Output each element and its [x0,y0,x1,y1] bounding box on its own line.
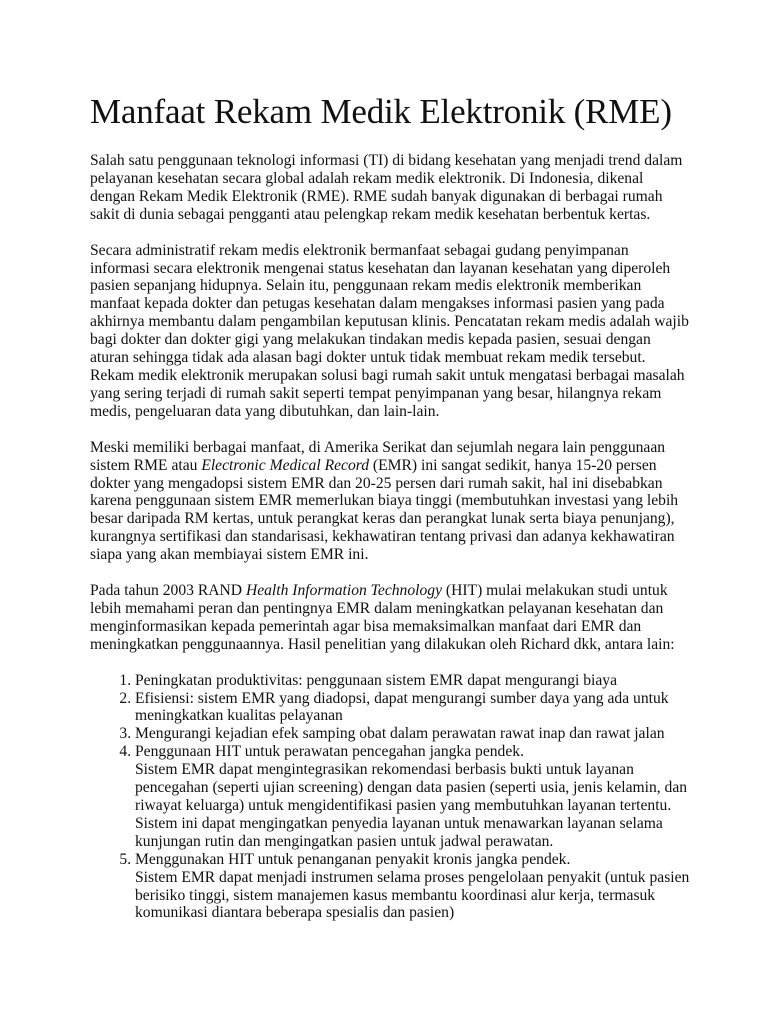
list-item-text: Peningkatan produktivitas: penggunaan sistem EMR dapat mengurangi biaya [135,671,618,689]
list-item [135,672,690,690]
list-item [135,690,690,726]
paragraph-emr-adoption-text-2: (EMR) ini sangat sedikit, hanya 15-20 persen dokter yang mengadopsi sistem EMR dan 20-25 persen dari rumah sakit, hal ini disebabkan karena penggunaan sistem EMR memerlukan biaya tinggi (membutuhkan investasi yang lebih besar daripada RM kertas, untuk perangkat keras dan perangkat lunak serta biaya penunjang), kurangnya sertifikasi dan standarisasi, kekhawatiran tentang privasi dan adanya kekhawatiran siapa yang akan membiayai sistem EMR ini. [90,456,679,564]
paragraph-emr-adoption-italic: Electronic Medical Record [201,456,370,474]
paragraph-intro: Salah satu penggunaan teknologi informasi (TI) di bidang kesehatan yang menjadi trend dalam pelayanan kesehatan secara global adalah rekam medik elektronik. Di Indonesia, dikenal dengan Rekam Medik Elektronik (RME). RME sudah banyak digunakan di berbagai rumah sakit di dunia sebagai pengganti atau pelengkap rekam medik kesehatan berbentuk kertas. [90,152,683,223]
list-item-text: Menggunakan HIT untuk penanganan penyakit kronis jangka pendek. [135,850,571,868]
list-item-text: Mengurangi kejadian efek samping obat dalam perawatan rawat inap dan rawat jalan [135,725,665,743]
paragraph-rand-study-italic: Health Information Technology [245,582,443,600]
list-item-text: Penggunaan HIT untuk perawatan pencegahan jangka pendek. [135,743,524,761]
document-title: Manfaat Rekam Medik Elektronik (RME) [90,92,672,131]
paragraph-rand-study-text-1: Pada tahun 2003 RAND [90,582,246,600]
list-item-detail: Sistem EMR dapat mengintegrasikan rekomendasi berbasis bukti untuk layanan pencegahan (seperti ujian screening) dengan data pasien (seperti usia, jenis kelamin, dan riwayat keluarga) untuk mengidentifikasi pasien yang membutuhkan layanan tertentu. Sistem ini dapat mengingatkan penyedia layanan untuk menawarkan layanan selama kunjungan rutin dan mengingatkan pasien untuk jadwal perawatan. [135,761,688,850]
paragraph-rand-study [90,582,690,654]
list-item-detail: Sistem EMR dapat menjadi instrumen selama proses pengelolaan penyakit (untuk pasien berisiko tinggi, sistem manajemen kasus membantu koordinasi alur kerja, termasuk komunikasi diantara beberapa spesialis dan pasien) [135,868,690,922]
list-item-text: Efisiensi: sistem EMR yang diadopsi, dapat mengurangi sumber daya yang ada untuk meningkatkan kualitas pelayanan [135,689,669,725]
list-item [135,743,690,850]
list-item [135,851,690,923]
list-item [135,725,690,743]
document-page [90,92,690,922]
paragraph-rand-study-text-2: (HIT) mulai melakukan studi untuk lebih memahami peran dan pentingnya EMR dalam meningkatkan pelayanan kesehatan dan menginformasikan kepada pemerintah agar bisa memaksimalkan manfaat dari EMR dan meningkatkan penggunaannya. Hasil penelitian yang dilakukan oleh Richard dkk, antara lain: [90,582,675,653]
paragraph-administrative: Secara administratif rekam medis elektronik bermanfaat sebagai gudang penyimpanan informasi secara elektronik mengenai status kesehatan dan layanan kesehatan yang diperoleh pasien sepanjang hidupnya. Selain itu, penggunaan rekam medis elektronik memberikan manfaat kepada dokter dan petugas kesehatan dalam mengakses informasi pasien yang pada akhirnya membantu dalam pengambilan keputusan klinis. Pencatatan rekam medis adalah wajib bagi dokter dan dokter gigi yang melakukan tindakan medis kepada pasien, sesuai dengan aturan sehingga tidak ada alasan bagi dokter untuk tidak membuat rekam medik tersebut. Rekam medik elektronik merupakan solusi bagi rumah sakit untuk mengatasi berbagai masalah yang sering terjadi di rumah sakit seperti tempat penyimpanan yang besar, hilangnya rekam medis, pengeluaran data yang dibutuhkan, dan lain-lain. [90,241,689,420]
benefits-list [90,672,690,923]
paragraph-emr-adoption-text-1: Meski memiliki berbagai manfaat, di Amerika Serikat dan sejumlah negara lain penggunaan sistem RME atau [90,438,666,474]
paragraph-emr-adoption [90,439,690,564]
